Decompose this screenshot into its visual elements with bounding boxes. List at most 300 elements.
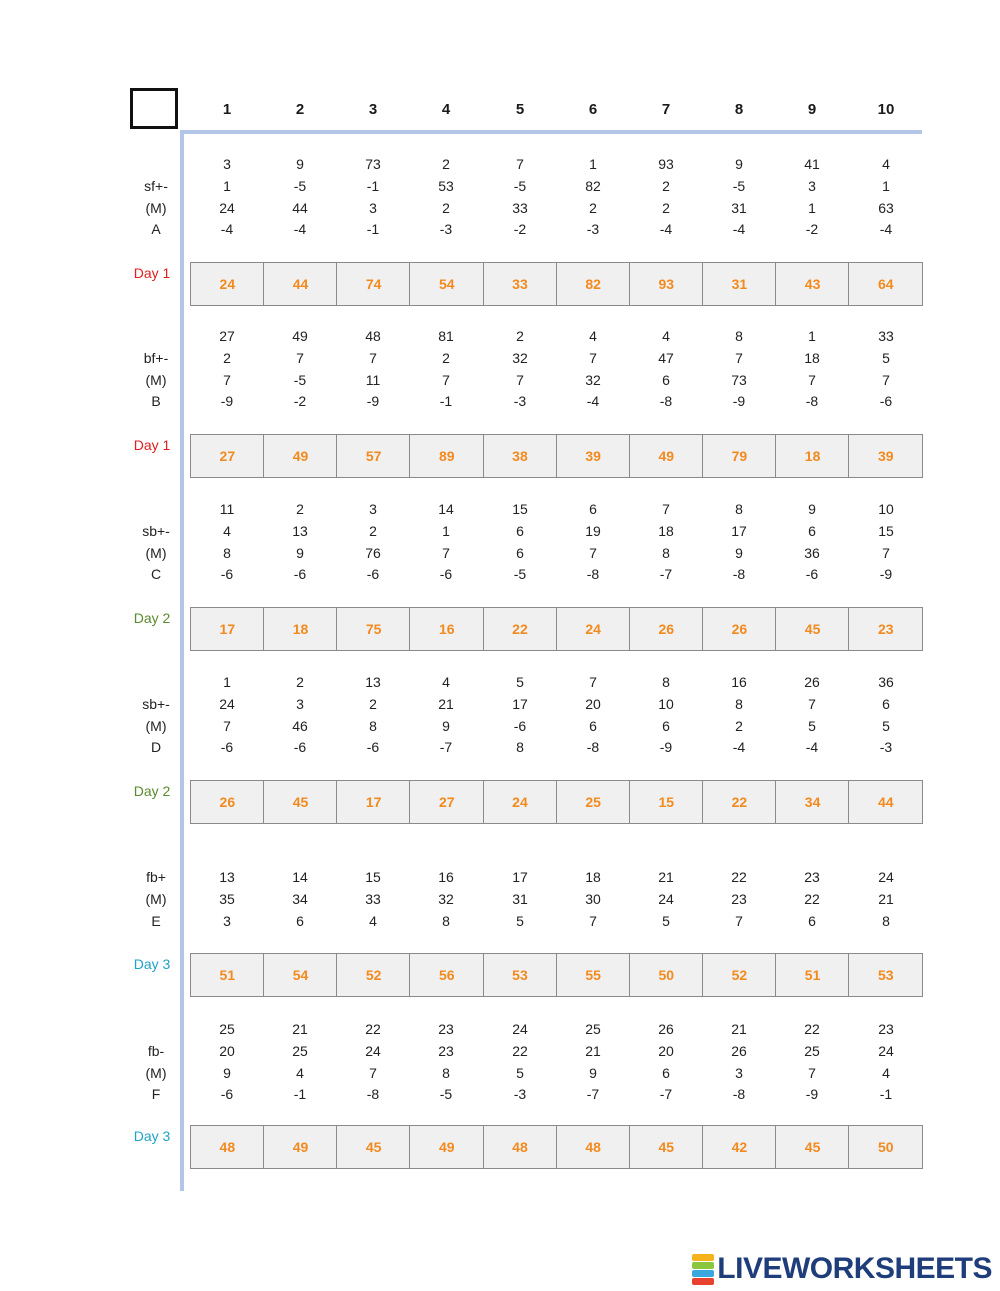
problem-number: -9 bbox=[805, 1086, 819, 1103]
problem-number: 41 bbox=[804, 156, 820, 172]
answer-cell[interactable]: 45 bbox=[775, 1125, 850, 1169]
problem-number: 24 bbox=[219, 695, 235, 712]
problem-number: 2 bbox=[296, 501, 304, 517]
problem-number: 25 bbox=[292, 1042, 308, 1059]
block-label: bf+- bbox=[143, 349, 169, 366]
problem-number: -1 bbox=[366, 177, 380, 194]
problem-number: -4 bbox=[220, 221, 234, 238]
problem-number: -5 bbox=[513, 177, 527, 194]
answer-cell[interactable]: 75 bbox=[336, 607, 411, 651]
problem-number: 31 bbox=[731, 199, 747, 216]
problem-number: 20 bbox=[585, 695, 601, 712]
problem-number: 15 bbox=[365, 869, 381, 885]
answer-cell[interactable]: 53 bbox=[483, 953, 558, 997]
answer-cell[interactable]: 57 bbox=[336, 434, 411, 478]
column-header-2: 2 bbox=[295, 101, 305, 118]
block-label: sf+- bbox=[144, 177, 168, 194]
problem-number: 32 bbox=[512, 349, 528, 366]
column-header-8: 8 bbox=[734, 101, 744, 118]
answer-cell[interactable]: 89 bbox=[409, 434, 484, 478]
problem-number: 9 bbox=[296, 544, 304, 561]
block-label: A bbox=[151, 221, 161, 238]
problem-number: 7 bbox=[223, 717, 231, 734]
answer-cell[interactable]: 52 bbox=[702, 953, 777, 997]
block-label: fb- bbox=[147, 1042, 165, 1059]
answer-cell[interactable]: 49 bbox=[629, 434, 704, 478]
problem-number: 22 bbox=[731, 869, 747, 885]
answer-cell[interactable]: 38 bbox=[483, 434, 558, 478]
problem-number: 20 bbox=[219, 1042, 235, 1059]
problem-number: 1 bbox=[223, 177, 231, 194]
problem-number: 7 bbox=[589, 674, 597, 690]
problem-number: 53 bbox=[438, 177, 454, 194]
problem-number: 13 bbox=[219, 869, 235, 885]
problem-number: -1 bbox=[366, 221, 380, 238]
answer-cell[interactable]: 74 bbox=[336, 262, 411, 306]
answer-cell[interactable]: 54 bbox=[409, 262, 484, 306]
problem-number: 31 bbox=[512, 890, 528, 907]
problem-number: -4 bbox=[586, 393, 600, 410]
block-label: (M) bbox=[145, 544, 167, 561]
problem-number: 16 bbox=[438, 869, 454, 885]
problem-number: 1 bbox=[808, 328, 816, 344]
problem-number: 2 bbox=[442, 156, 450, 172]
problem-number: -1 bbox=[293, 1086, 307, 1103]
problem-number: 6 bbox=[662, 717, 670, 734]
problem-number: 5 bbox=[882, 349, 890, 366]
column-header-4: 4 bbox=[441, 101, 451, 118]
answer-cell[interactable]: 18 bbox=[263, 607, 338, 651]
problem-number: -8 bbox=[732, 1086, 746, 1103]
column-header-9: 9 bbox=[807, 101, 817, 118]
answer-cell[interactable]: 24 bbox=[483, 780, 558, 824]
problem-number: 4 bbox=[223, 522, 231, 539]
answer-cell[interactable]: 48 bbox=[483, 1125, 558, 1169]
block-label: (M) bbox=[145, 717, 167, 734]
problem-number: 7 bbox=[223, 371, 231, 388]
column-header-3: 3 bbox=[368, 101, 378, 118]
problem-number: 7 bbox=[882, 544, 890, 561]
answer-cell[interactable]: 93 bbox=[629, 262, 704, 306]
problem-number: 2 bbox=[589, 199, 597, 216]
problem-number: 8 bbox=[516, 739, 524, 756]
problem-number: 6 bbox=[296, 912, 304, 929]
answer-cell[interactable]: 45 bbox=[336, 1125, 411, 1169]
problem-number: 7 bbox=[735, 912, 743, 929]
problem-number: 24 bbox=[365, 1042, 381, 1059]
problem-number: 2 bbox=[735, 717, 743, 734]
problem-number: 36 bbox=[878, 674, 894, 690]
problem-number: -8 bbox=[586, 566, 600, 583]
problem-number: 7 bbox=[589, 544, 597, 561]
problem-number: -4 bbox=[732, 221, 746, 238]
problem-number: 46 bbox=[292, 717, 308, 734]
problem-number: 15 bbox=[878, 522, 894, 539]
problem-number: 23 bbox=[804, 869, 820, 885]
answer-cell[interactable]: 42 bbox=[702, 1125, 777, 1169]
problem-number: 4 bbox=[882, 156, 890, 172]
problem-number: 20 bbox=[658, 1042, 674, 1059]
problem-number: -6 bbox=[220, 566, 234, 583]
problem-number: 7 bbox=[589, 912, 597, 929]
answer-cell[interactable]: 31 bbox=[702, 262, 777, 306]
problem-number: 8 bbox=[882, 912, 890, 929]
answer-cell[interactable]: 52 bbox=[336, 953, 411, 997]
problem-number: 63 bbox=[878, 199, 894, 216]
problem-number: 5 bbox=[516, 1064, 524, 1081]
block-label: fb+ bbox=[146, 869, 166, 885]
problem-number: 7 bbox=[442, 371, 450, 388]
problem-number: 34 bbox=[292, 890, 308, 907]
problem-number: 23 bbox=[731, 890, 747, 907]
answer-cell[interactable]: 50 bbox=[629, 953, 704, 997]
problem-number: 24 bbox=[878, 1042, 894, 1059]
problem-number: -5 bbox=[293, 177, 307, 194]
answer-cell[interactable]: 53 bbox=[848, 953, 923, 997]
answer-row bbox=[190, 1125, 923, 1169]
answer-cell[interactable]: 25 bbox=[556, 780, 631, 824]
answer-cell[interactable]: 64 bbox=[848, 262, 923, 306]
problem-number: 18 bbox=[585, 869, 601, 885]
problem-number: 7 bbox=[882, 371, 890, 388]
problem-number: -4 bbox=[879, 221, 893, 238]
problem-number: 7 bbox=[808, 1064, 816, 1081]
problem-number: 8 bbox=[662, 544, 670, 561]
problem-number: -8 bbox=[732, 566, 746, 583]
block-label: B bbox=[151, 393, 161, 410]
answer-cell[interactable]: 45 bbox=[775, 607, 850, 651]
problem-number: -6 bbox=[879, 393, 893, 410]
problem-number: -6 bbox=[805, 566, 819, 583]
problem-number: 25 bbox=[219, 1021, 235, 1037]
problem-number: 33 bbox=[878, 328, 894, 344]
answer-cell[interactable]: 54 bbox=[263, 953, 338, 997]
problem-number: 11 bbox=[365, 371, 381, 388]
problem-number: 11 bbox=[219, 501, 235, 517]
column-header-5: 5 bbox=[515, 101, 525, 118]
problem-number: 24 bbox=[878, 869, 894, 885]
problem-number: 8 bbox=[735, 328, 743, 344]
answer-row bbox=[190, 607, 923, 651]
block-label: E bbox=[151, 912, 161, 929]
problem-number: 9 bbox=[735, 544, 743, 561]
problem-number: 4 bbox=[442, 674, 450, 690]
problem-number: -8 bbox=[586, 739, 600, 756]
problem-number: 3 bbox=[369, 501, 377, 517]
problem-number: -4 bbox=[659, 221, 673, 238]
block-label: (M) bbox=[145, 199, 167, 216]
problem-number: 7 bbox=[808, 371, 816, 388]
problem-number: -7 bbox=[439, 739, 453, 756]
problem-number: 4 bbox=[662, 328, 670, 344]
column-header-7: 7 bbox=[661, 101, 671, 118]
answer-cell[interactable]: 27 bbox=[190, 434, 265, 478]
problem-number: 2 bbox=[296, 674, 304, 690]
problem-number: 14 bbox=[438, 501, 454, 517]
problem-number: -9 bbox=[366, 393, 380, 410]
problem-number: 27 bbox=[219, 328, 235, 344]
problem-number: -9 bbox=[659, 739, 673, 756]
answer-cell[interactable]: 49 bbox=[263, 1125, 338, 1169]
answer-cell[interactable]: 22 bbox=[702, 780, 777, 824]
problem-number: 18 bbox=[658, 522, 674, 539]
problem-number: 25 bbox=[804, 1042, 820, 1059]
problem-number: -4 bbox=[732, 739, 746, 756]
answer-cell[interactable]: 24 bbox=[556, 607, 631, 651]
problem-number: 30 bbox=[585, 890, 601, 907]
answer-cell[interactable]: 26 bbox=[629, 607, 704, 651]
problem-number: 8 bbox=[735, 695, 743, 712]
day-label: Day 1 bbox=[133, 265, 171, 281]
block-label: D bbox=[150, 739, 162, 756]
problem-number: 73 bbox=[365, 156, 381, 172]
problem-number: 6 bbox=[808, 522, 816, 539]
problem-number: 13 bbox=[292, 522, 308, 539]
answer-cell[interactable]: 43 bbox=[775, 262, 850, 306]
problem-number: 7 bbox=[589, 349, 597, 366]
problem-number: 9 bbox=[296, 156, 304, 172]
problem-number: -5 bbox=[439, 1086, 453, 1103]
problem-number: 17 bbox=[512, 869, 528, 885]
answer-cell[interactable]: 39 bbox=[556, 434, 631, 478]
problem-number: 21 bbox=[878, 890, 894, 907]
answer-cell[interactable]: 50 bbox=[848, 1125, 923, 1169]
problem-number: 5 bbox=[808, 717, 816, 734]
problem-number: 32 bbox=[585, 371, 601, 388]
problem-number: 26 bbox=[658, 1021, 674, 1037]
problem-number: 14 bbox=[292, 869, 308, 885]
problem-number: 22 bbox=[512, 1042, 528, 1059]
problem-number: 24 bbox=[512, 1021, 528, 1037]
answer-cell[interactable]: 34 bbox=[775, 780, 850, 824]
problem-number: -9 bbox=[732, 393, 746, 410]
row-divider-line bbox=[180, 130, 184, 1191]
answer-cell[interactable]: 27 bbox=[409, 780, 484, 824]
problem-number: 19 bbox=[585, 522, 601, 539]
problem-number: 1 bbox=[589, 156, 597, 172]
problem-number: 6 bbox=[882, 695, 890, 712]
problem-number: 17 bbox=[512, 695, 528, 712]
answer-cell[interactable]: 49 bbox=[263, 434, 338, 478]
problem-number: -2 bbox=[293, 393, 307, 410]
column-header-10: 10 bbox=[877, 101, 895, 118]
problem-number: -3 bbox=[879, 739, 893, 756]
problem-number: -7 bbox=[586, 1086, 600, 1103]
answer-cell[interactable]: 33 bbox=[483, 262, 558, 306]
problem-number: 24 bbox=[219, 199, 235, 216]
answer-cell[interactable]: 16 bbox=[409, 607, 484, 651]
answer-cell[interactable]: 45 bbox=[629, 1125, 704, 1169]
problem-number: 21 bbox=[585, 1042, 601, 1059]
problem-number: 6 bbox=[662, 1064, 670, 1081]
answer-cell[interactable]: 48 bbox=[556, 1125, 631, 1169]
problem-number: 32 bbox=[438, 890, 454, 907]
problem-number: -3 bbox=[439, 221, 453, 238]
problem-number: 6 bbox=[589, 501, 597, 517]
answer-cell[interactable]: 17 bbox=[336, 780, 411, 824]
problem-number: 10 bbox=[878, 501, 894, 517]
problem-number: 6 bbox=[516, 544, 524, 561]
problem-number: 3 bbox=[223, 156, 231, 172]
problem-number: -6 bbox=[293, 566, 307, 583]
answer-cell[interactable]: 51 bbox=[775, 953, 850, 997]
problem-number: -5 bbox=[732, 177, 746, 194]
answer-cell[interactable]: 44 bbox=[848, 780, 923, 824]
problem-number: -3 bbox=[513, 393, 527, 410]
problem-number: 2 bbox=[223, 349, 231, 366]
problem-number: -7 bbox=[659, 566, 673, 583]
problem-number: 5 bbox=[882, 717, 890, 734]
problem-number: 82 bbox=[585, 177, 601, 194]
answer-cell[interactable]: 17 bbox=[190, 607, 265, 651]
problem-number: -5 bbox=[513, 566, 527, 583]
problem-number: 1 bbox=[808, 199, 816, 216]
problem-number: 2 bbox=[442, 199, 450, 216]
problem-number: 2 bbox=[369, 695, 377, 712]
problem-number: -4 bbox=[293, 221, 307, 238]
answer-cell[interactable]: 26 bbox=[702, 607, 777, 651]
answer-cell[interactable]: 45 bbox=[263, 780, 338, 824]
column-header-1: 1 bbox=[222, 101, 232, 118]
answer-row bbox=[190, 780, 923, 824]
problem-number: -4 bbox=[805, 739, 819, 756]
problem-number: 33 bbox=[365, 890, 381, 907]
problem-number: 7 bbox=[808, 695, 816, 712]
problem-number: -6 bbox=[366, 566, 380, 583]
day-label: Day 3 bbox=[133, 956, 171, 972]
problem-number: 8 bbox=[369, 717, 377, 734]
problem-number: 6 bbox=[662, 371, 670, 388]
answer-cell[interactable]: 44 bbox=[263, 262, 338, 306]
problem-number: 3 bbox=[296, 695, 304, 712]
answer-cell[interactable]: 39 bbox=[848, 434, 923, 478]
answer-cell[interactable]: 51 bbox=[190, 953, 265, 997]
answer-cell[interactable]: 55 bbox=[556, 953, 631, 997]
problem-number: 15 bbox=[512, 501, 528, 517]
problem-number: -8 bbox=[366, 1086, 380, 1103]
problem-number: 9 bbox=[442, 717, 450, 734]
problem-number: 26 bbox=[804, 674, 820, 690]
problem-number: 35 bbox=[219, 890, 235, 907]
problem-number: 9 bbox=[808, 501, 816, 517]
problem-number: 7 bbox=[516, 156, 524, 172]
problem-number: 17 bbox=[731, 522, 747, 539]
problem-number: 8 bbox=[442, 1064, 450, 1081]
problem-number: 6 bbox=[808, 912, 816, 929]
problem-number: -6 bbox=[513, 717, 527, 734]
day-label: Day 2 bbox=[133, 783, 171, 799]
answer-cell[interactable]: 22 bbox=[483, 607, 558, 651]
problem-number: 25 bbox=[585, 1021, 601, 1037]
problem-number: 6 bbox=[516, 522, 524, 539]
answer-cell[interactable]: 26 bbox=[190, 780, 265, 824]
problem-number: 3 bbox=[369, 199, 377, 216]
problem-number: 8 bbox=[442, 912, 450, 929]
problem-number: 7 bbox=[442, 544, 450, 561]
problem-number: -1 bbox=[879, 1086, 893, 1103]
problem-number: 7 bbox=[662, 501, 670, 517]
problem-number: -8 bbox=[659, 393, 673, 410]
problem-number: 93 bbox=[658, 156, 674, 172]
problem-number: 1 bbox=[223, 674, 231, 690]
problem-number: 33 bbox=[512, 199, 528, 216]
problem-number: 44 bbox=[292, 199, 308, 216]
answer-cell[interactable]: 82 bbox=[556, 262, 631, 306]
problem-number: 5 bbox=[662, 912, 670, 929]
problem-number: 3 bbox=[735, 1064, 743, 1081]
block-label: sb+- bbox=[142, 695, 170, 712]
problem-number: 4 bbox=[296, 1064, 304, 1081]
problem-number: 2 bbox=[516, 328, 524, 344]
problem-number: 7 bbox=[369, 1064, 377, 1081]
block-label: (M) bbox=[145, 1064, 167, 1081]
problem-number: 3 bbox=[808, 177, 816, 194]
problem-number: -2 bbox=[513, 221, 527, 238]
liveworksheets-logo-icon bbox=[692, 1253, 714, 1285]
answer-cell[interactable]: 15 bbox=[629, 780, 704, 824]
header-divider-line bbox=[180, 130, 922, 134]
problem-number: 5 bbox=[516, 674, 524, 690]
problem-number: 36 bbox=[804, 544, 820, 561]
problem-number: 4 bbox=[882, 1064, 890, 1081]
block-label: (M) bbox=[145, 371, 167, 388]
problem-number: 49 bbox=[292, 328, 308, 344]
problem-number: -8 bbox=[805, 393, 819, 410]
problem-number: 9 bbox=[589, 1064, 597, 1081]
block-label: (M) bbox=[145, 890, 167, 907]
problem-number: 13 bbox=[365, 674, 381, 690]
problem-number: -6 bbox=[366, 739, 380, 756]
answer-row bbox=[190, 434, 923, 478]
problem-number: 10 bbox=[658, 695, 674, 712]
answer-cell[interactable]: 24 bbox=[190, 262, 265, 306]
problem-number: 4 bbox=[589, 328, 597, 344]
problem-number: 2 bbox=[662, 177, 670, 194]
answer-cell[interactable]: 48 bbox=[190, 1125, 265, 1169]
problem-number: -9 bbox=[220, 393, 234, 410]
answer-cell[interactable]: 49 bbox=[409, 1125, 484, 1169]
problem-number: -6 bbox=[439, 566, 453, 583]
problem-number: 81 bbox=[438, 328, 454, 344]
problem-number: 7 bbox=[735, 349, 743, 366]
problem-number: 2 bbox=[369, 522, 377, 539]
problem-number: -1 bbox=[439, 393, 453, 410]
problem-number: 8 bbox=[223, 544, 231, 561]
problem-number: 23 bbox=[438, 1042, 454, 1059]
block-label: F bbox=[151, 1086, 161, 1103]
problem-number: -7 bbox=[659, 1086, 673, 1103]
problem-number: 16 bbox=[731, 674, 747, 690]
day-label: Day 1 bbox=[133, 437, 171, 453]
answer-cell[interactable]: 18 bbox=[775, 434, 850, 478]
problem-number: -3 bbox=[513, 1086, 527, 1103]
column-header-6: 6 bbox=[588, 101, 598, 118]
problem-number: 23 bbox=[878, 1021, 894, 1037]
logo-text: LIVEWORKSHEETS bbox=[717, 1252, 992, 1285]
problem-number: 4 bbox=[369, 912, 377, 929]
problem-number: 23 bbox=[438, 1021, 454, 1037]
problem-number: 24 bbox=[658, 890, 674, 907]
answer-cell[interactable]: 56 bbox=[409, 953, 484, 997]
problem-number: -6 bbox=[220, 1086, 234, 1103]
answer-cell[interactable]: 79 bbox=[702, 434, 777, 478]
problem-number: 47 bbox=[658, 349, 674, 366]
problem-number: 7 bbox=[296, 349, 304, 366]
problem-number: 21 bbox=[438, 695, 454, 712]
answer-cell[interactable]: 23 bbox=[848, 607, 923, 651]
problem-number: 1 bbox=[442, 522, 450, 539]
problem-number: 21 bbox=[292, 1021, 308, 1037]
